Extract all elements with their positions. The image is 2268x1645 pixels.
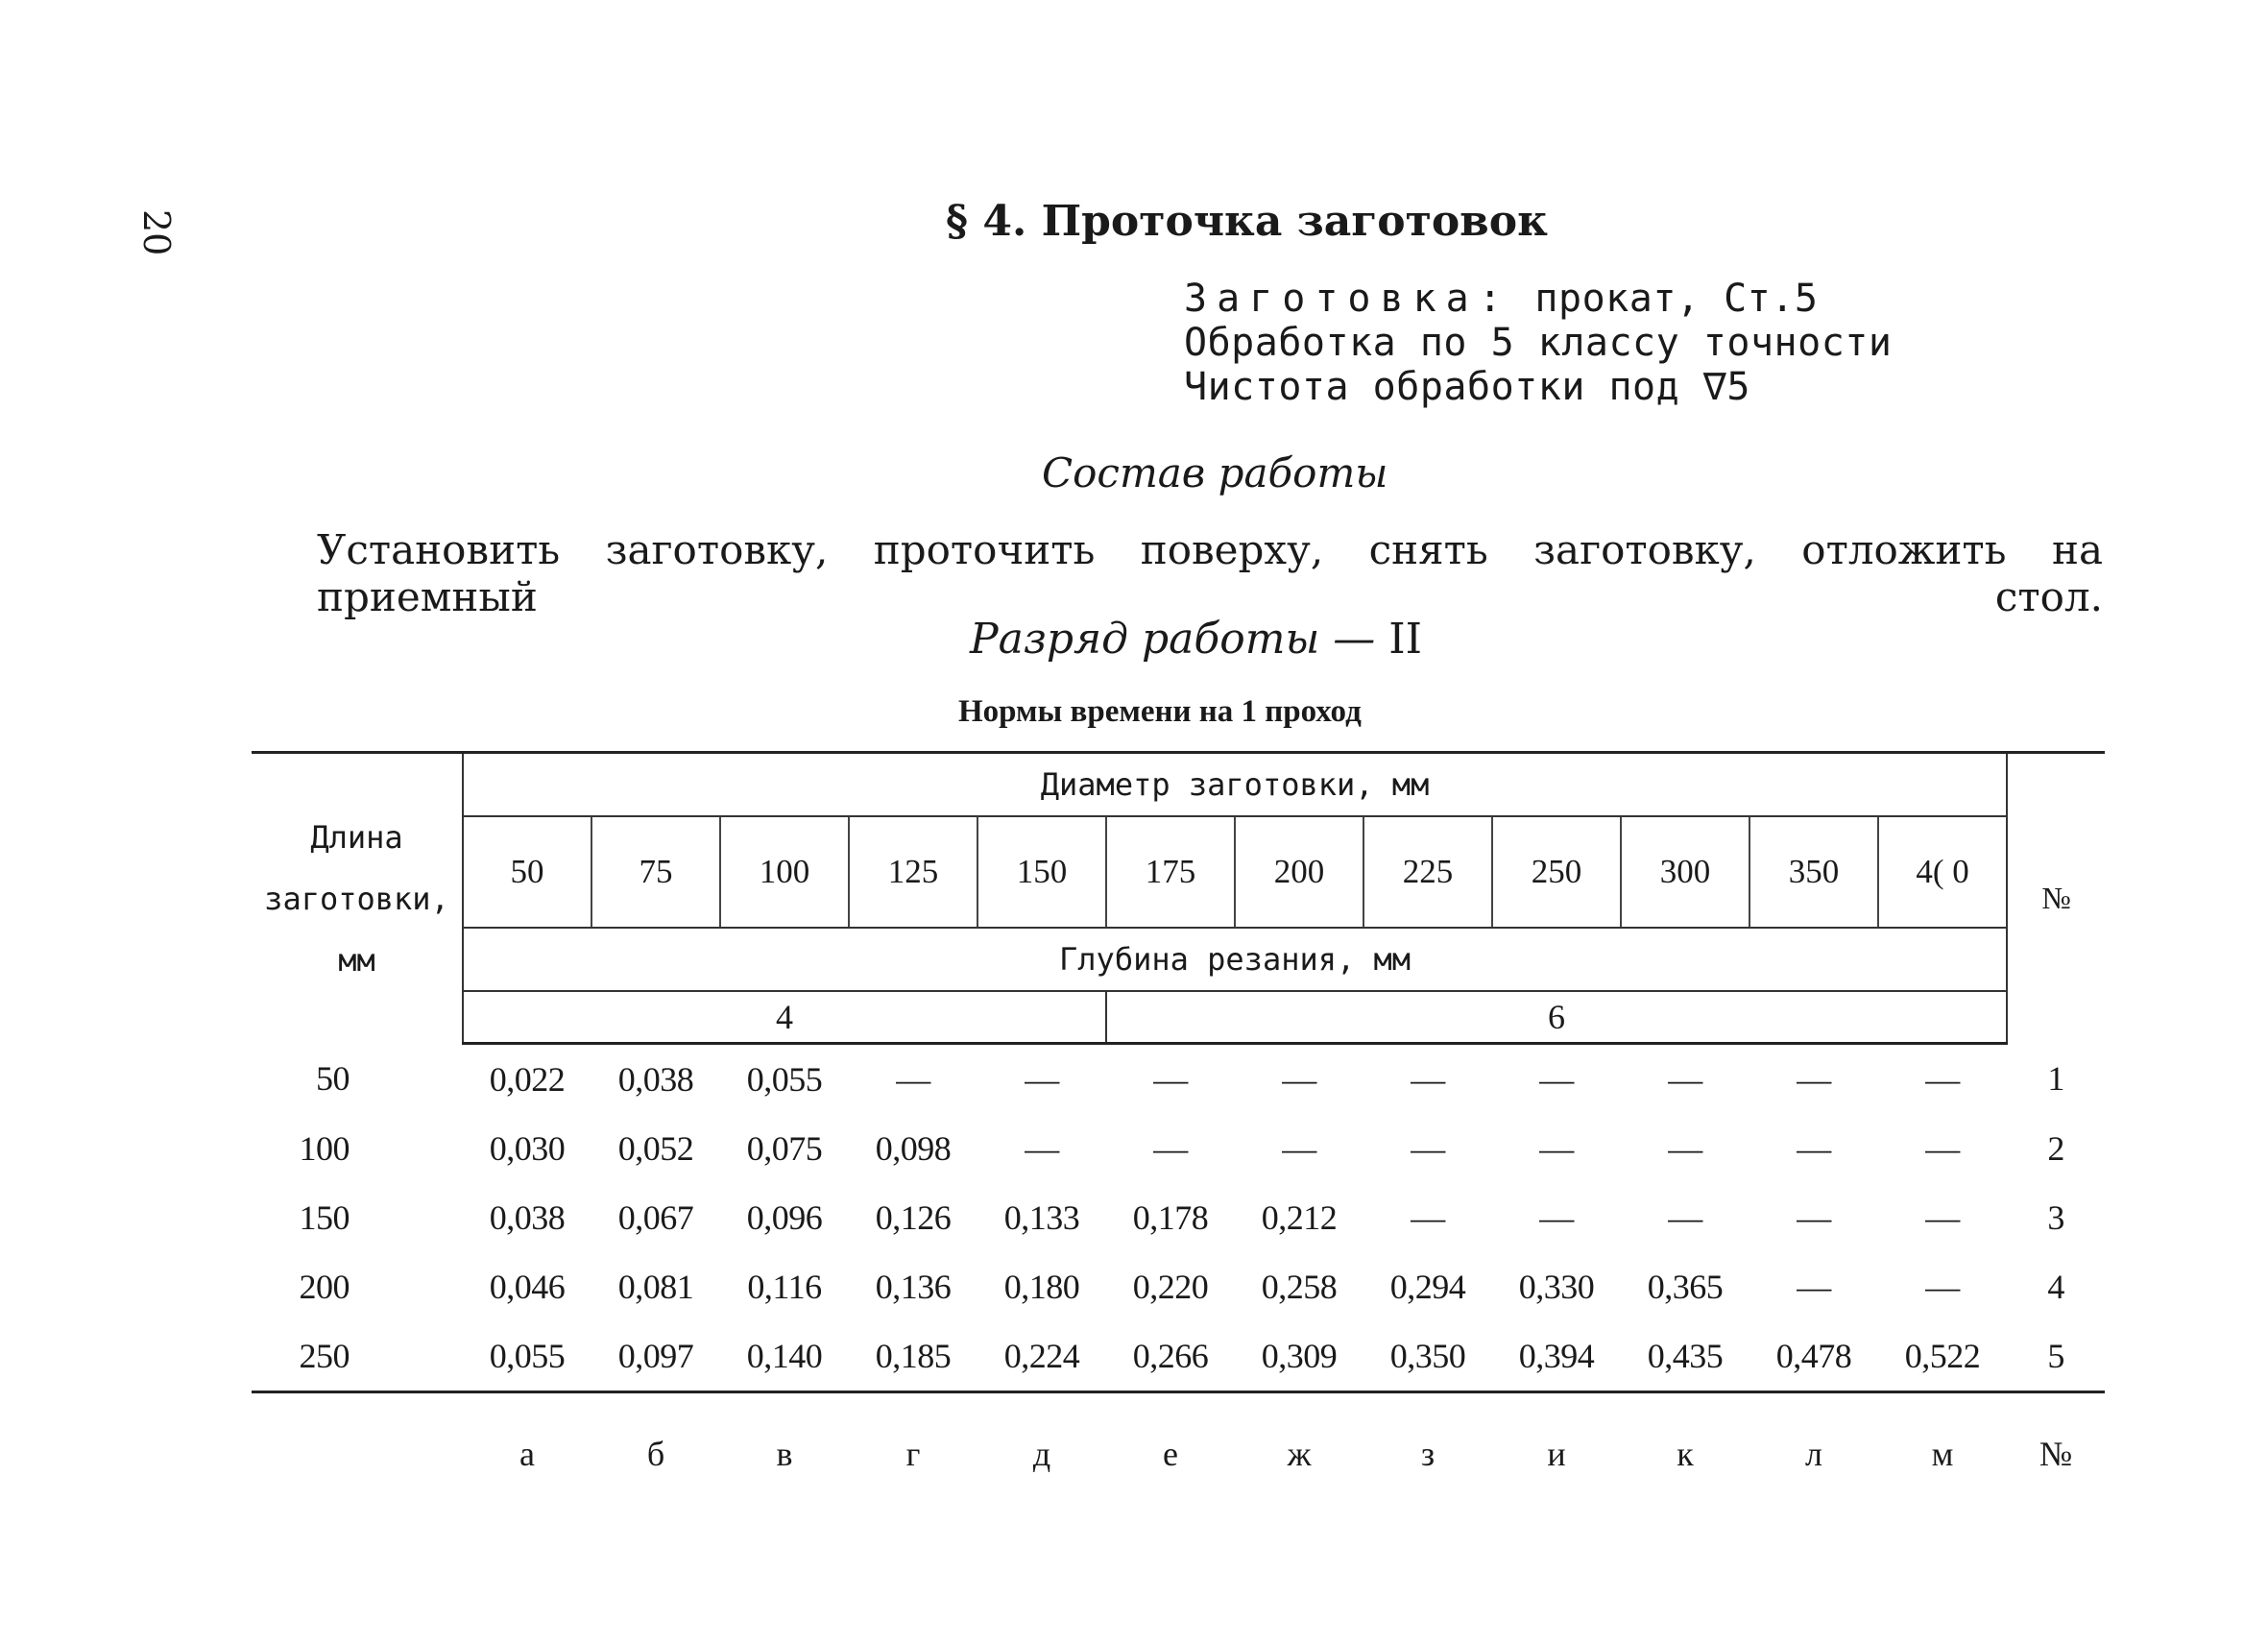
blank-label: Заготовка: — [1184, 277, 1511, 321]
time-value-cell: — — [1797, 1060, 1831, 1099]
time-value-cell: 0,116 — [747, 1268, 822, 1306]
diameter-cell: 150 — [977, 816, 1106, 928]
time-value-cell: 0,096 — [746, 1198, 823, 1237]
time-value-cell: — — [1411, 1060, 1445, 1099]
row-number-cell: 1 — [2047, 1059, 2064, 1099]
diameter-cell: 300 — [1621, 816, 1749, 928]
depth-value-4: 4 — [463, 991, 1106, 1044]
time-value-cell: 0,055 — [746, 1060, 823, 1099]
column-letter-row — [252, 1392, 2105, 1515]
table-row — [252, 1183, 2105, 1252]
time-value-cell: — — [1539, 1198, 1574, 1237]
time-value-cell: — — [1925, 1198, 1960, 1237]
column-letters — [252, 1392, 2105, 1515]
time-value-cell: — — [1025, 1060, 1059, 1099]
time-value-cell: — — [1282, 1129, 1316, 1168]
time-value-cell: — — [1925, 1268, 1960, 1306]
time-value-cell: 0,435 — [1621, 1321, 1749, 1392]
column-letter: а — [519, 1435, 535, 1473]
time-value-cell: — — [1797, 1129, 1831, 1168]
column-letter: г — [905, 1435, 921, 1473]
column-letter: ж — [1287, 1435, 1312, 1473]
time-value-cell: — — [1411, 1129, 1445, 1168]
header-row-diameters — [252, 816, 2105, 928]
length-cell: 50 — [316, 1059, 350, 1099]
time-value-cell: 0,067 — [617, 1198, 694, 1237]
time-value-cell: 0,030 — [489, 1129, 566, 1168]
time-value-cell: 0,126 — [875, 1198, 952, 1237]
time-value-cell: 0,140 — [720, 1321, 849, 1392]
number-column-header: № — [2007, 753, 2105, 1044]
column-letter: м — [1931, 1435, 1954, 1473]
length-column-header: Длина заготовки, мм — [252, 753, 463, 1044]
row-number-cell: 5 — [2007, 1321, 2105, 1392]
time-value-cell: — — [1668, 1060, 1702, 1099]
time-value-cell: 0,022 — [489, 1060, 566, 1099]
row-number-cell: 2 — [2047, 1129, 2064, 1168]
depth-value-6: 6 — [1106, 991, 2007, 1044]
diameter-cell: 350 — [1749, 816, 1878, 928]
diameter-cell: 50 — [463, 816, 591, 928]
diameter-cell: 200 — [1235, 816, 1363, 928]
depth-header: Глубина резания, мм — [463, 928, 2007, 991]
column-letter: л — [1805, 1435, 1822, 1473]
length-cell: 150 — [299, 1198, 350, 1237]
header-row-depth-values — [252, 991, 2105, 1044]
time-value-cell: 0,178 — [1132, 1198, 1209, 1237]
blank-value: прокат, Ст.5 — [1534, 277, 1819, 321]
page-number: 20 — [135, 209, 178, 256]
column-letter: з — [1420, 1435, 1436, 1473]
time-value-cell: — — [896, 1060, 930, 1099]
time-value-cell: 0,394 — [1492, 1321, 1621, 1392]
diameter-cell: 125 — [849, 816, 977, 928]
time-value-cell: 0,052 — [617, 1129, 694, 1168]
time-value-cell: 0,294 — [1389, 1268, 1466, 1306]
blank-line-1 — [1184, 277, 1892, 321]
length-cell: 100 — [299, 1129, 350, 1168]
section-title: § 4. Проточка заготовок — [946, 197, 1548, 246]
time-value-cell: 0,038 — [489, 1198, 566, 1237]
time-value-cell: — — [1153, 1129, 1188, 1168]
diameter-header: Диаметр заготовки, мм — [463, 753, 2007, 817]
time-value-cell: — — [1668, 1198, 1702, 1237]
work-grade-value: II — [1388, 615, 1423, 664]
diameter-cell: 225 — [1363, 816, 1492, 928]
time-value-cell: 0,212 — [1261, 1198, 1338, 1237]
blank-line-3: Чистота обработки под ∇5 — [1184, 365, 1750, 409]
column-letter: и — [1547, 1435, 1566, 1473]
time-value-cell: — — [1539, 1060, 1574, 1099]
time-value-cell: — — [1797, 1268, 1831, 1306]
header-row-depth — [252, 928, 2105, 991]
diameter-cell: 100 — [720, 816, 849, 928]
table-row — [252, 1044, 2105, 1115]
header-row-diameter — [252, 753, 2105, 817]
diameter-cell: 75 — [591, 816, 720, 928]
time-value-cell: 0,046 — [489, 1268, 566, 1306]
table-row — [252, 1252, 2105, 1321]
table-row — [252, 1114, 2105, 1183]
time-value-cell: 0,098 — [875, 1129, 952, 1168]
time-value-cell: 0,266 — [1106, 1321, 1235, 1392]
time-value-cell: 0,478 — [1749, 1321, 1878, 1392]
time-value-cell: — — [1668, 1129, 1702, 1168]
time-value-cell: 0,180 — [1003, 1268, 1080, 1306]
letter-spacer — [252, 1392, 463, 1515]
time-value-cell: — — [1025, 1129, 1059, 1168]
row-number-cell: 4 — [2047, 1268, 2064, 1306]
time-value-cell: 0,133 — [1003, 1198, 1080, 1237]
length-cell: 200 — [299, 1268, 350, 1306]
blank-line-2: Обработка по 5 классу точности — [1184, 321, 1893, 365]
time-value-cell: — — [1411, 1198, 1445, 1237]
table-title: Нормы времени на 1 проход — [958, 694, 1362, 729]
time-value-cell: 0,081 — [617, 1268, 694, 1306]
length-cell: 250 — [252, 1321, 463, 1392]
work-grade-label: Разряд работы — — [970, 615, 1376, 664]
time-value-cell: 0,220 — [1132, 1268, 1209, 1306]
time-value-cell: 0,038 — [617, 1060, 694, 1099]
table-body — [252, 1044, 2105, 1392]
time-value-cell: — — [1797, 1198, 1831, 1237]
time-value-cell: 0,136 — [875, 1268, 952, 1306]
time-value-cell: 0,097 — [591, 1321, 720, 1392]
time-value-cell: — — [1925, 1129, 1960, 1168]
work-composition-text: Установить заготовку, проточить поверху, снять заготовку, отложить на приемный стол. — [317, 526, 2103, 620]
row-number-cell: 3 — [2047, 1198, 2064, 1237]
column-letter: в — [776, 1435, 793, 1473]
work-grade — [970, 615, 1422, 664]
time-value-cell: — — [1153, 1060, 1188, 1099]
column-letter: е — [1163, 1435, 1178, 1473]
column-letter: к — [1677, 1435, 1694, 1473]
time-value-cell: — — [1925, 1060, 1960, 1099]
diameter-cell: 4( 0 — [1878, 816, 2007, 928]
time-value-cell: — — [1539, 1129, 1574, 1168]
time-value-cell: 0,185 — [849, 1321, 977, 1392]
time-value-cell: 0,224 — [977, 1321, 1106, 1392]
time-value-cell: 0,330 — [1518, 1268, 1595, 1306]
time-value-cell: 0,522 — [1878, 1321, 2007, 1392]
column-letter: б — [646, 1435, 665, 1473]
letters-number-label: № — [2039, 1435, 2073, 1473]
table-row — [252, 1321, 2105, 1392]
column-letter: д — [1032, 1435, 1051, 1473]
time-value-cell: 0,309 — [1235, 1321, 1363, 1392]
time-norms-table — [252, 751, 2105, 1514]
blank-info — [1184, 277, 1892, 409]
work-composition-title: Состав работы — [1042, 449, 1388, 496]
time-value-cell: 0,365 — [1647, 1268, 1724, 1306]
time-value-cell: 0,075 — [746, 1129, 823, 1168]
time-value-cell: 0,258 — [1261, 1268, 1338, 1306]
diameter-cell: 250 — [1492, 816, 1621, 928]
diameter-cell: 175 — [1106, 816, 1235, 928]
time-value-cell: 0,350 — [1363, 1321, 1492, 1392]
time-value-cell: 0,055 — [463, 1321, 591, 1392]
time-value-cell: — — [1282, 1060, 1316, 1099]
